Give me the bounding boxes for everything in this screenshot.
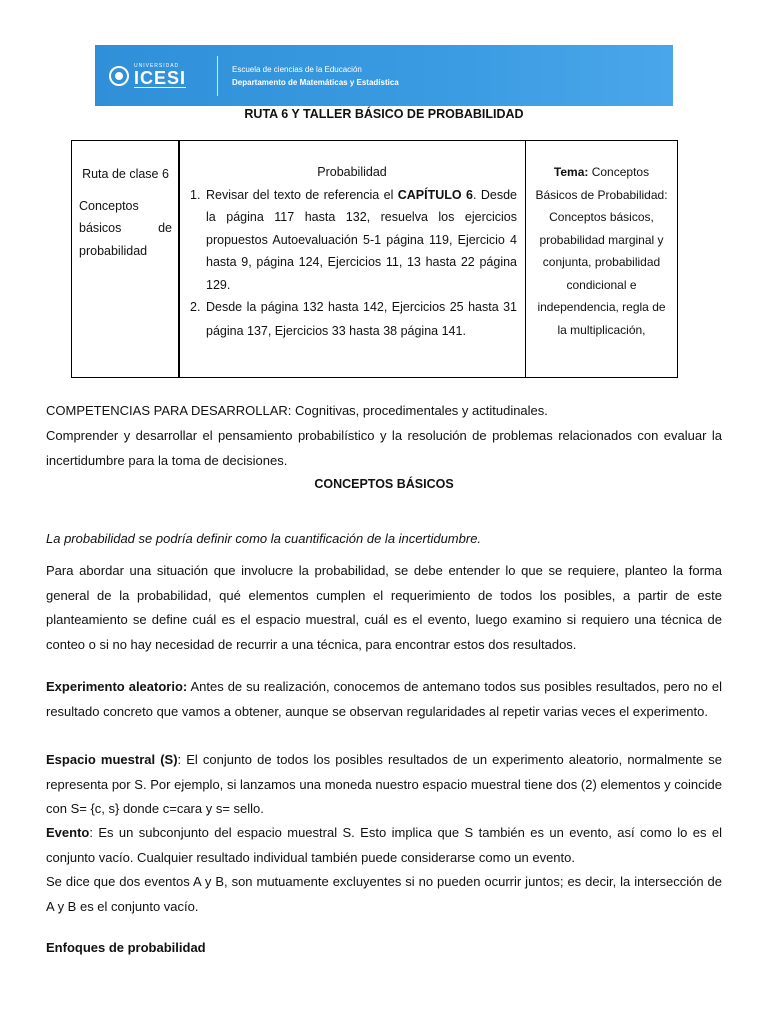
topic-text: Conceptos Básicos de Probabilidad: Conceptos básicos, probabilidad marginal y conjunta, probabilidad condicional e independencia, regla de la multiplicación, [535,165,668,337]
route-subject-word: de [158,221,172,235]
list-item-text: Desde la página 132 hasta 142, Ejercicios 25 hasta 31 página 137, Ejercicios 33 hasta 38 página 141. [206,300,517,338]
espacio-paragraph: Espacio muestral (S): El conjunto de todos los posibles resultados de un experimento aleatorio, normalmente se representa por S. Por ejemplo, si lanzamos una moneda nuestro espacio muestral tiene dos (2) elementos y coincide con S= {c, s} donde c=cara y s= sello. [46,752,722,816]
experimento-paragraph: Experimento aleatorio: Antes de su realización, conocemos de antemano todos sus posibles resultados, pero no el resultado concreto que vamos a obtener, aunque se observan regularidades al repetir varias veces el experimento. [46,679,722,719]
list-item-text: Revisar del texto de referencia el CAPÍTULO 6. Desde la página 117 hasta 132, resuelva los ejercicios propuestos Autoevaluación 5-1 página 119, Ejercicio 4 hasta 9, página 124, Ejercicios 11, 13 hasta 22 página 129. [206,187,517,292]
school-name: Escuela de ciencias de la Educación [232,64,362,74]
comprender-text: Comprender y desarrollar el pensamiento probabilístico y la resolución de problemas relacionados con evaluar la incertidumbre para la toma de decisiones. [46,428,722,468]
table-cell-activities [180,141,526,377]
logo-small-text: UNIVERSIDAD [134,62,180,69]
route-subject-line1: Conceptos [79,198,139,213]
list-item [187,296,517,343]
document-title: RUTA 6 Y TALLER BÁSICO DE PROBABILIDAD [244,107,524,121]
term-experimento: Experimento aleatorio: [46,679,188,694]
logo-name: ICESI [134,67,187,88]
intro-paragraph: Para abordar una situación que involucre la probabilidad, se debe entender lo que se requiere, planteo la forma general de la probabilidad, qué elementos cumplen el requerimiento de todos los posibles, a partir de este planteamiento se define cuál es el espacio muestral, cuál es el evento, luego examino si requiero una técnica de conteo o si no hay necesidad de recurrir a una técnica, para encontrar estos dos resultados. [46,563,722,652]
excluyentes-paragraph: Se dice que dos eventos A y B, son mutuamente excluyentes si no pueden ocurrir juntos; es decir, la intersección de A y B es el conjunto vacío. [46,874,722,914]
list-item [187,184,517,297]
university-logo [109,64,199,88]
banner-divider [217,56,218,96]
route-subject-line2 [79,217,172,240]
enfoques-heading: Enfoques de probabilidad [46,940,206,955]
list-number: 2. [190,300,201,314]
activities-list [187,184,517,344]
route-label: Ruta de clase 6 [82,167,169,181]
definition-text: La probabilidad se podría definir como la cuantificación de la incertidumbre. [46,531,482,546]
route-subject-word: básicos [79,221,122,235]
banner-text [232,63,399,89]
table-cell-topic [526,141,677,377]
route-table [71,140,678,378]
seal-icon [109,66,129,86]
competencias-text: COMPETENCIAS PARA DESARROLLAR: Cognitivas, procedimentales y actitudinales. [46,403,548,418]
term-espacio: Espacio muestral (S) [46,752,178,767]
list-number: 1. [190,187,201,202]
evento-paragraph: Evento: Es un subconjunto del espacio muestral S. Esto implica que S también es un evento, así como lo es el conjunto vacío. Cualquier resultado individual también puede considerarse como un evento. [46,825,722,865]
department-name: Departamento de Matemáticas y Estadística [232,77,399,87]
topic-label: Tema: [553,165,589,179]
activities-heading: Probabilidad [317,165,387,179]
table-cell-route [72,141,180,377]
term-evento: Evento [46,825,90,840]
header-banner [95,45,673,106]
route-subject-line3: probabilidad [79,243,148,258]
section-heading: CONCEPTOS BÁSICOS [314,477,454,491]
